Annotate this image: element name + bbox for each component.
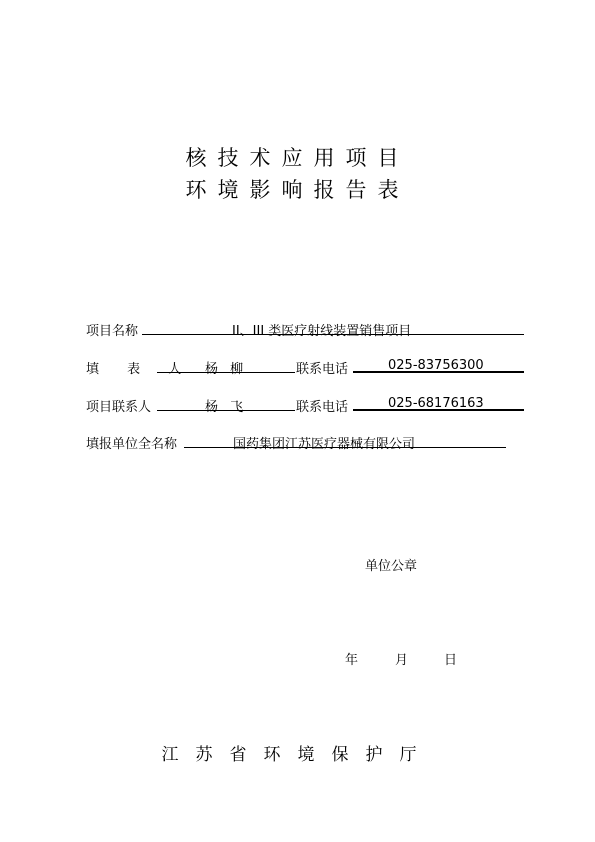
issuing-authority: 江苏省环境保护厅 <box>161 745 434 765</box>
contact-underline <box>157 410 295 411</box>
project-name-underline <box>142 334 524 335</box>
date-day: 日 <box>444 653 458 668</box>
unit-stamp-label: 单位公章 <box>365 559 418 574</box>
contact-value: 杨 飞 <box>205 400 248 415</box>
date-month: 月 <box>395 653 409 668</box>
phone-value-1: 025-83756300 <box>388 358 484 373</box>
phone-underline-2 <box>353 409 524 411</box>
date-year: 年 <box>345 653 359 668</box>
filler-label: 填 表 人 <box>86 362 194 377</box>
project-name-value: II、III 类医疗射线装置销售项目 <box>232 324 412 339</box>
report-title-line1: 核技术应用项目 <box>185 146 410 170</box>
filler-underline <box>157 372 295 373</box>
filler-value: 杨 柳 <box>205 362 248 377</box>
project-name-label: 项目名称 <box>86 324 139 339</box>
report-title-line2: 环境影响报告表 <box>185 178 410 202</box>
phone-label-1: 联系电话 <box>296 362 349 377</box>
unit-name-label: 填报单位全名称 <box>86 437 178 452</box>
unit-name-value: 国药集团江苏医疗器械有限公司 <box>233 437 416 452</box>
phone-underline-1 <box>353 371 524 373</box>
phone-value-2: 025-68176163 <box>388 396 484 411</box>
unit-name-underline <box>184 447 506 448</box>
contact-label: 项目联系人 <box>86 400 152 415</box>
phone-label-2: 联系电话 <box>296 400 349 415</box>
